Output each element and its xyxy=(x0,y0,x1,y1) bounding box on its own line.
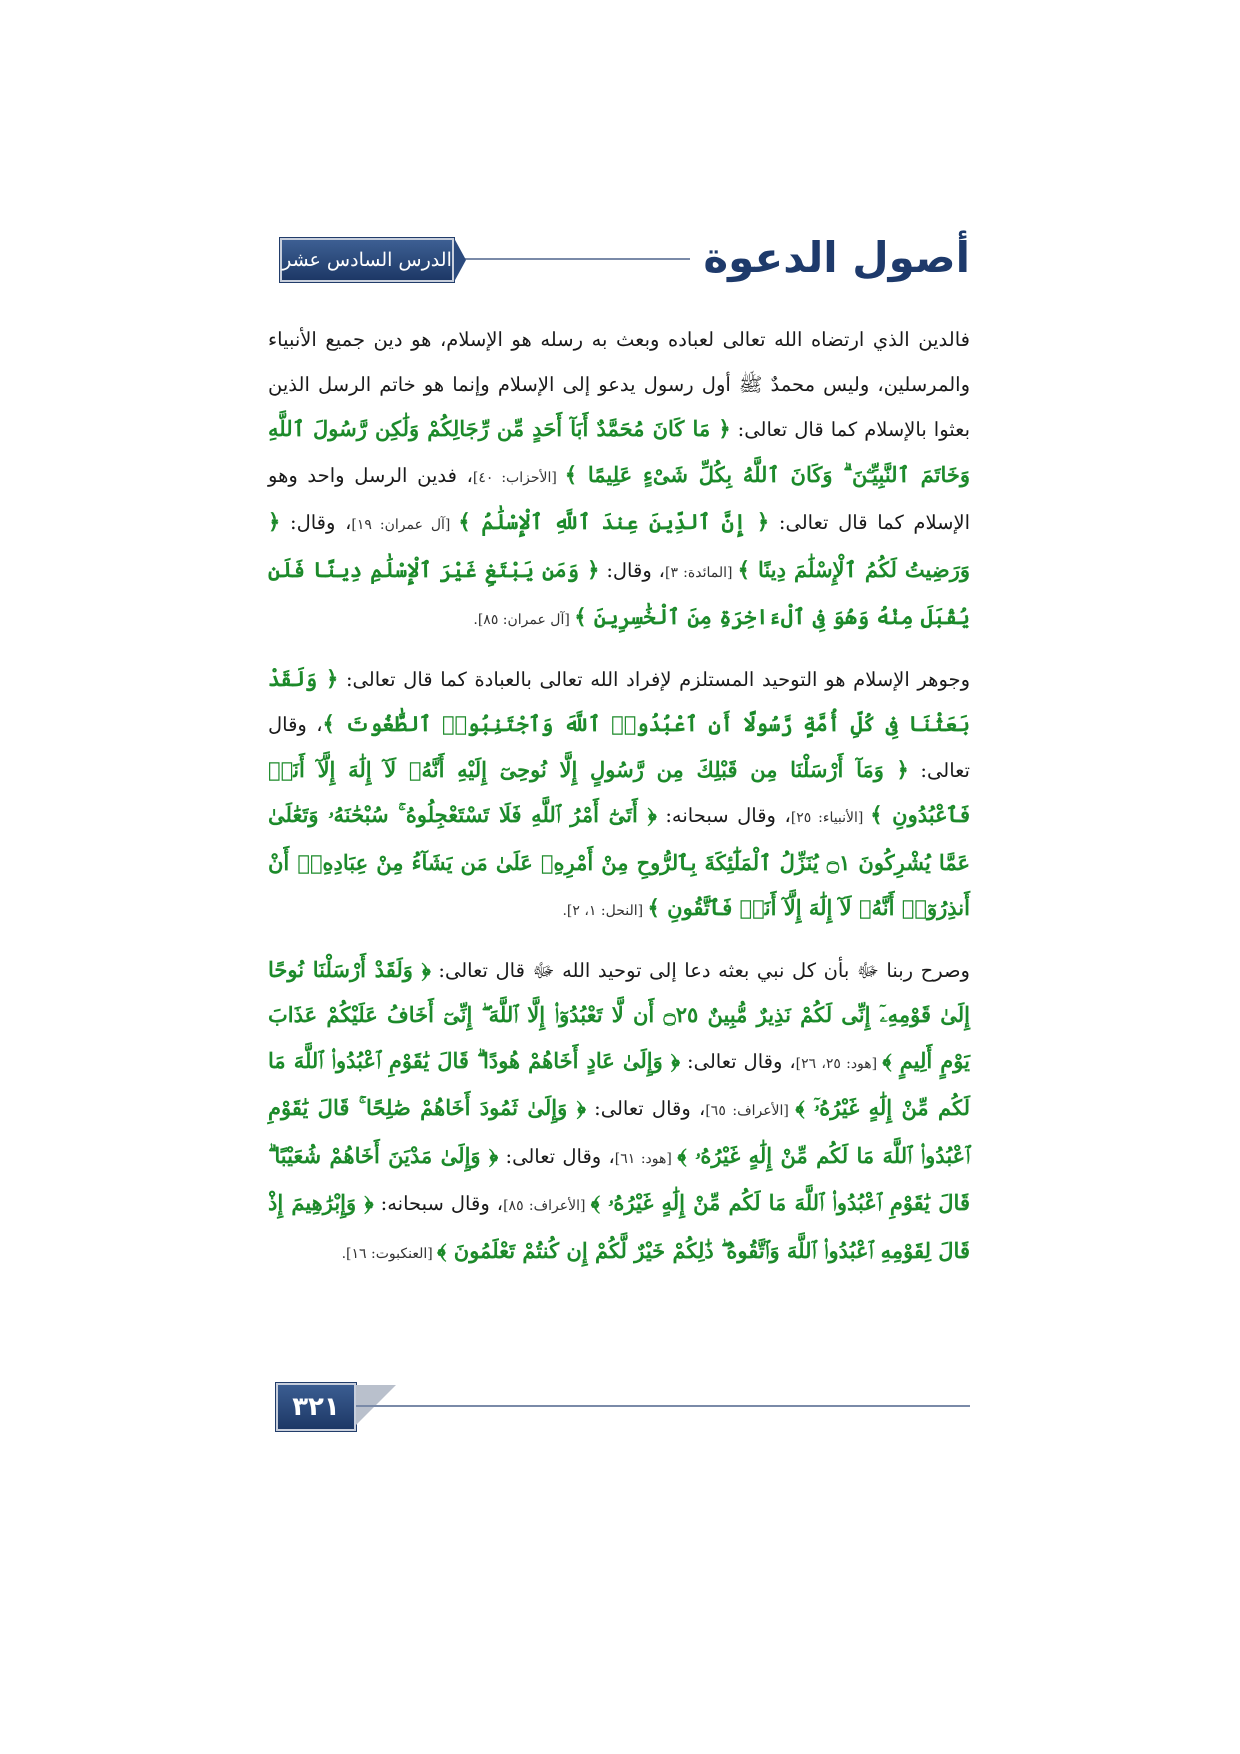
quran-verse: ﴿ وَرَضِيتُ لَكُمُ ٱلْإِسْلَٰمَ دِينًا ﴾ xyxy=(268,509,970,582)
body-text: ، وقال: xyxy=(599,558,665,582)
verse-reference: [العنكبوت: ١٦]. xyxy=(341,1245,438,1262)
body-text: ، وقال تعالى: xyxy=(498,1144,615,1168)
footer-divider xyxy=(356,1405,970,1407)
body-text: وجوهر الإسلام هو التوحيد المستلزم لإفراد الله تعالى بالعبادة كما قال تعالى: xyxy=(338,667,970,691)
quran-verse: ﴿ وَإِلَىٰ ثَمُودَ أَخَاهُمْ صَٰلِحًا ۚ قَالَ يَٰقَوْمِ ٱعْبُدُوا۟ ٱللَّهَ مَا لَكُم مِّنْ إِلَٰهٍ غَيْرُهُۥ ﴾ xyxy=(268,1095,971,1168)
page-footer xyxy=(276,1383,970,1427)
lesson-badge: الدرس السادس عشر xyxy=(280,238,454,282)
quran-verse: ﴿ وَإِبْرَٰهِيمَ إِذْ قَالَ لِقَوْمِهِ ٱعْبُدُوا۟ ٱللَّهَ وَٱتَّقُوهُ ۖ ذَٰلِكُمْ خَيْرٌ لَّكُمْ إِن كُنتُمْ تَعْلَمُونَ ﴾ xyxy=(268,1190,970,1263)
verse-reference: [المائدة: ٣] xyxy=(664,564,738,581)
quran-verse: ﴿ مَا كَانَ مُحَمَّدٌ أَبَآ أَحَدٍ مِّن رِّجَالِكُمْ وَلَٰكِن رَّسُولَ ٱللَّهِ وَخَاتَمَ ٱلنَّبِيِّـۧنَ ۗ وَكَانَ ٱللَّهُ بِكُلِّ شَىْءٍ عَلِيمًا ﴾ xyxy=(268,416,971,487)
body-text: فالدين الذي ارتضاه الله تعالى لعباده وبعث به رسله هو الإسلام، هو دين جميع الأنبياء والمرسلين، وليس محمدٌ ﷺ أول رسول يدعو إلى الإسلام وإنما هو خاتم الرسل الذين بعثوا بالإسلام كما قال تعالى: xyxy=(268,328,971,441)
body-text: ، وقال: xyxy=(280,511,352,534)
quran-verse: ﴿ وَإِلَىٰ عَادٍ أَخَاهُمْ هُودًا ۗ قَالَ يَٰقَوْمِ ٱعْبُدُوا۟ ٱللَّهَ مَا لَكُم مِّنْ إِلَٰهٍ غَيْرُهُۥٓ ﴾ xyxy=(268,1047,971,1120)
paragraph xyxy=(268,948,970,1277)
verse-reference: [النحل: ١، ٢]. xyxy=(562,903,648,919)
body-text: ، وقال تعالى: xyxy=(268,713,970,782)
quran-verse: ﴿ وَلَقَدْ أَرْسَلْنَا نُوحًا إِلَىٰ قَوْمِهِۦٓ إِنِّى لَكُمْ نَذِيرٌ مُّبِينٌ ۝٢٥ أَن لَّا تَعْبُدُوٓا۟ إِلَّا ٱللَّهَ ۖ إِنِّىٓ أَخَافُ عَلَيْكُمْ عَذَابَ يَوْمٍ أَلِيمٍ ﴾ xyxy=(268,956,971,1073)
verse-reference: [الأحزاب: ٤٠] xyxy=(472,469,565,486)
verse-reference: [هود: ٦١] xyxy=(614,1150,678,1167)
quran-verse: ﴿ أَتَىٰٓ أَمْرُ ٱللَّهِ فَلَا تَسْتَعْجِلُوهُ ۚ سُبْحَٰنَهُۥ وَتَعَٰلَىٰ عَمَّا يُشْرِكُونَ ۝١ يُنَزِّلُ ٱلْمَلَٰٓئِكَةَ بِٱلرُّوحِ مِنْ أَمْرِهِۦ عَلَىٰ مَن يَشَآءُ مِنْ عِبَادِهِۦٓ أَنْ أَنذِرُوٓا۟ أَنَّهُۥ لَآ إِلَٰهَ إِلَّآ أَنَا۠ فَٱتَّقُونِ ﴾ xyxy=(268,802,970,920)
page-number: ٣٢١ xyxy=(276,1383,356,1431)
quran-verse: ﴿ وَإِلَىٰ مَدْيَنَ أَخَاهُمْ شُعَيْبًا ۗ قَالَ يَٰقَوْمِ ٱعْبُدُوا۟ ٱللَّهَ مَا لَكُم مِّنْ إِلَٰهٍ غَيْرُهُۥ ﴾ xyxy=(268,1142,970,1215)
body-text: وصرح ربنا ﷻ بأن كل نبي بعثه دعا إلى توحيد الله ﷻ قال تعالى: xyxy=(430,958,970,982)
page-body xyxy=(268,318,970,1276)
quran-verse: ﴿ إِنَّ ٱلدِّينَ عِندَ ٱللَّهِ ٱلْإِسْلَٰمُ ﴾ xyxy=(458,509,770,534)
body-text: ، وقال تعالى: xyxy=(680,1049,796,1073)
quran-verse: ﴿ وَمَآ أَرْسَلْنَا مِن قَبْلِكَ مِن رَّسُولٍ إِلَّا نُوحِىٓ إِلَيْهِ أَنَّهُۥ لَآ إِلَٰهَ إِلَّآ أَنَا۠ فَٱعْبُدُونِ ﴾ xyxy=(268,756,970,827)
verse-reference: [آل عمران: ١٩] xyxy=(351,517,459,533)
body-text: ، وقال سبحانه: xyxy=(656,804,791,827)
body-text: ، وقال تعالى: xyxy=(585,1097,706,1120)
verse-reference: [الأنبياء: ٢٥] xyxy=(790,810,871,826)
verse-reference: [الأعراف: ٦٥] xyxy=(705,1103,796,1119)
verse-reference: [الأعراف: ٨٥] xyxy=(503,1198,591,1214)
quran-verse: ﴿ وَمَن يَبْتَغِ غَيْرَ ٱلْإِسْلَٰمِ دِينًا فَلَن يُقْبَلَ مِنْهُ وَهُوَ فِى ٱلْءَاخِرَةِ مِنَ ٱلْخَٰسِرِينَ ﴾ xyxy=(268,556,970,629)
paragraph xyxy=(268,318,970,643)
page-header xyxy=(280,232,970,288)
body-text: ، وقال سبحانه: xyxy=(373,1192,504,1215)
verse-reference: [آل عمران: ٨٥]. xyxy=(473,612,575,628)
quran-verse: ﴿ وَلَقَدْ بَعَثْنَا فِى كُلِّ أُمَّةٍ رَّسُولًا أَنِ ٱعْبُدُوا۟ ٱللَّهَ وَٱجْتَنِبُوا۟ ٱلطَّٰغُوتَ ﴾ xyxy=(268,665,970,736)
paragraph xyxy=(268,657,970,934)
book-title: أصول الدعوة xyxy=(703,233,970,282)
verse-reference: [هود: ٢٥، ٢٦] xyxy=(795,1055,883,1072)
header-divider xyxy=(450,258,690,260)
body-text: ، فدين الرسل واحد وهو الإسلام كما قال تعالى: xyxy=(268,463,971,534)
